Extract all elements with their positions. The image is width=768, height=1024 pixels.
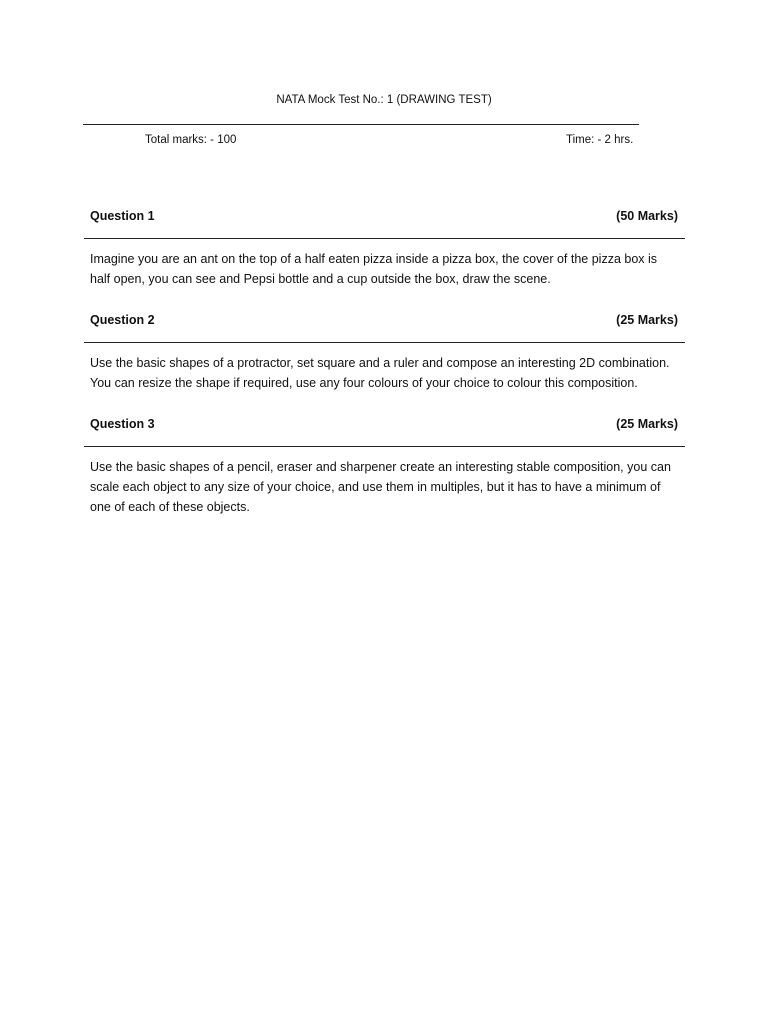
question-label: Question 2 [90, 313, 155, 327]
question-header [84, 208, 685, 239]
question-header [84, 312, 685, 343]
question-marks: (25 Marks) [616, 417, 678, 431]
question-text: Use the basic shapes of a protractor, set square and a ruler and compose an interesting 2D combination. You can resize the shape if required, use any four colours of your choice to colour this composition. [90, 356, 670, 390]
total-marks: Total marks: - 100 [145, 134, 237, 146]
title-divider [83, 124, 639, 125]
question-marks: (50 Marks) [616, 209, 678, 223]
question-label: Question 3 [90, 417, 155, 431]
time-limit: Time: - 2 hrs. [566, 134, 634, 146]
question-header [84, 416, 685, 447]
question-3 [84, 416, 685, 517]
question-1 [84, 208, 685, 289]
question-text: Imagine you are an ant on the top of a half eaten pizza inside a pizza box, the cover of the pizza box is half open, you can see and Pepsi bottle and a cup outside the box, draw the scene. [90, 252, 658, 286]
document-title: NATA Mock Test No.: 1 (DRAWING TEST) [276, 94, 492, 106]
question-marks: (25 Marks) [616, 313, 678, 327]
question-label: Question 1 [90, 209, 155, 223]
question-2 [84, 312, 685, 393]
question-text: Use the basic shapes of a pencil, eraser and sharpener create an interesting stable composition, you can scale each object to any size of your choice, and use them in multiples, but it has to have a minimum of one of each of these objects. [90, 460, 671, 514]
